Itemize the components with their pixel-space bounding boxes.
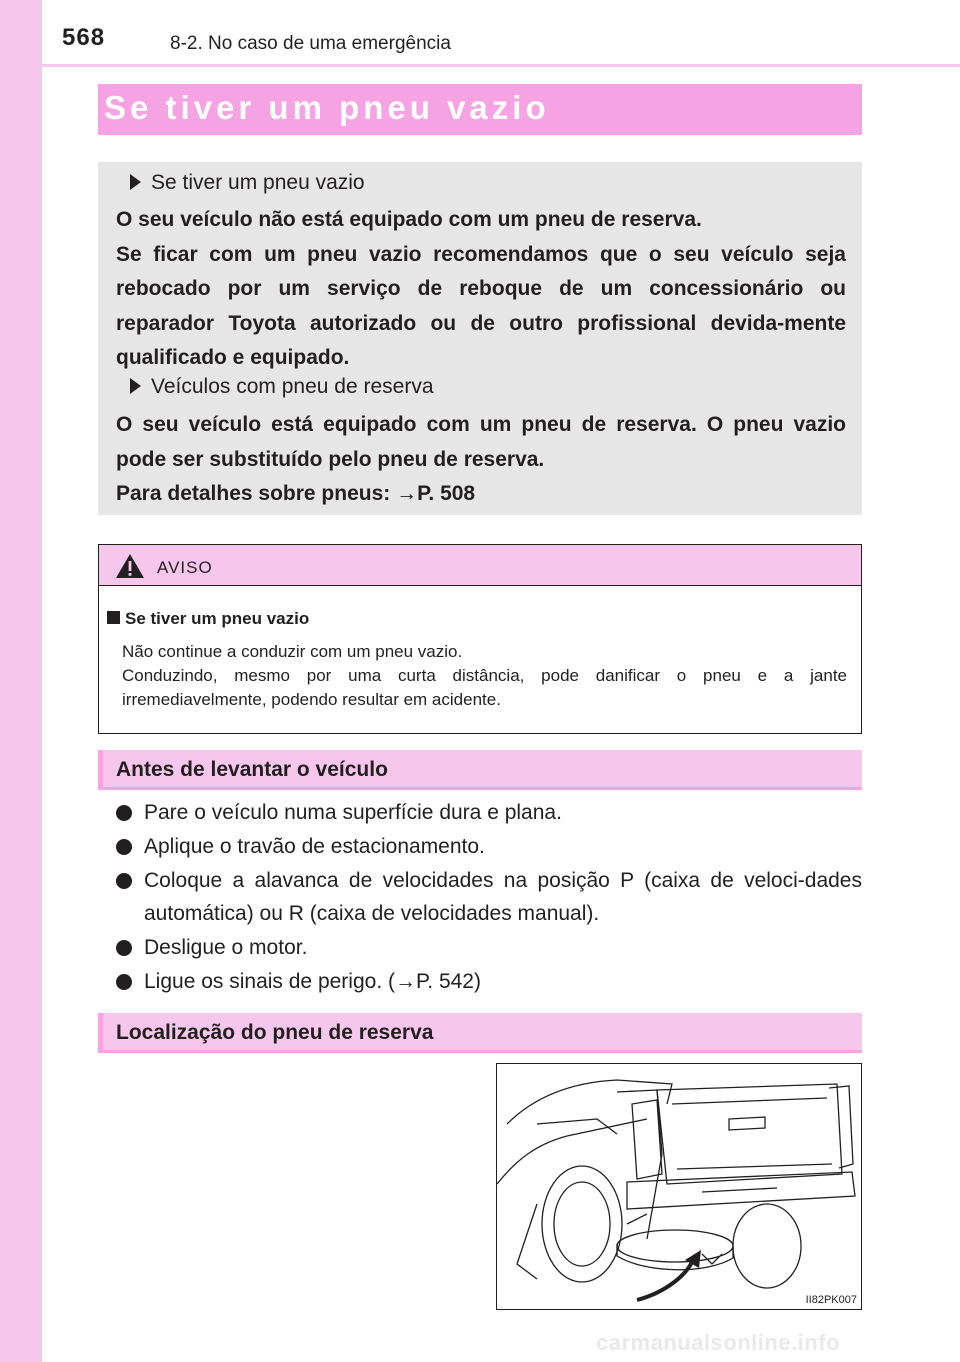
warning-box [98, 544, 862, 734]
warning-line: Não continue a conduzir com um pneu vazio. [122, 642, 463, 661]
truck-rear-illustration [497, 1064, 861, 1309]
warning-line: Conduzindo, mesmo por uma curta distância, pode danificar o pneu e a jante irremediavelmente, podendo resultar em acidente. [122, 666, 847, 709]
section-heading-text: Antes de levantar o veículo [116, 758, 388, 781]
info-paragraph [116, 203, 846, 376]
info-item-heading [130, 375, 434, 399]
section-header: 8-2. No caso de uma emergência [170, 33, 451, 54]
page-number: 568 [62, 24, 106, 51]
warning-header [99, 545, 861, 586]
warning-triangle-icon [115, 553, 145, 579]
bullet-dot-icon [116, 940, 132, 956]
list-item [116, 931, 862, 964]
bullet-dot-icon [116, 805, 132, 821]
spare-tire-illustration [496, 1063, 862, 1310]
square-bullet-icon [107, 611, 120, 624]
info-line: Se ficar com um pneu vazio recomendamos que o seu veículo seja rebocado por um serviço de reboque de um concessionário ou reparador Toyota autorizado ou de outro profissional devida-mente qualificado e equipado. [116, 242, 846, 369]
info-line: O seu veículo não está equipado com um pneu de reserva. [116, 208, 702, 231]
list-item-text: Coloque a alavanca de velocidades na posição P (caixa de veloci-dades automática) ou R (caixa de velocidades manual). [144, 869, 862, 925]
arrow-icon [130, 378, 141, 394]
bullet-dot-icon [116, 839, 132, 855]
list-item-text: Pare o veículo numa superfície dura e plana. [144, 801, 562, 824]
list-item-text: Ligue os sinais de perigo. (→P. 542) [144, 970, 481, 993]
warning-subheading-text: Se tiver um pneu vazio [125, 609, 310, 628]
section-heading-spare-location [98, 1013, 862, 1053]
list-item [116, 796, 862, 829]
warning-label: AVISO [157, 558, 213, 577]
list-item [116, 830, 862, 863]
bullet-list [116, 796, 862, 999]
section-heading-before-lifting [98, 750, 862, 790]
list-item-text: Desligue o motor. [144, 936, 308, 959]
info-paragraph [116, 408, 846, 512]
page-title: Se tiver um pneu vazio [104, 89, 550, 126]
header-divider [42, 64, 960, 67]
section-accent [98, 1013, 103, 1050]
warning-body [122, 640, 847, 712]
bullet-dot-icon [116, 873, 132, 889]
info-item-heading-text: Se tiver um pneu vazio [151, 171, 365, 194]
page-reference: Para detalhes sobre pneus: →P. 508 [116, 482, 476, 505]
section-accent [98, 750, 103, 787]
bullet-dot-icon [116, 974, 132, 990]
info-line: O seu veículo está equipado com um pneu de reserva. O pneu vazio pode ser substituído pelo pneu de reserva. [116, 413, 846, 471]
info-item-heading-text: Veículos com pneu de reserva [151, 375, 434, 398]
info-item-heading [130, 171, 365, 195]
arrow-icon [130, 174, 141, 190]
warning-subheading [107, 609, 309, 629]
list-item [116, 864, 862, 930]
watermark: carmanualsonline.info [596, 1330, 840, 1355]
list-item-text: Aplique o travão de estacionamento. [144, 835, 485, 858]
list-item [116, 965, 862, 998]
figure-code: II82PK007 [805, 1294, 857, 1306]
section-heading-text: Localização do pneu de reserva [116, 1021, 434, 1044]
left-margin-bar [0, 0, 42, 1362]
